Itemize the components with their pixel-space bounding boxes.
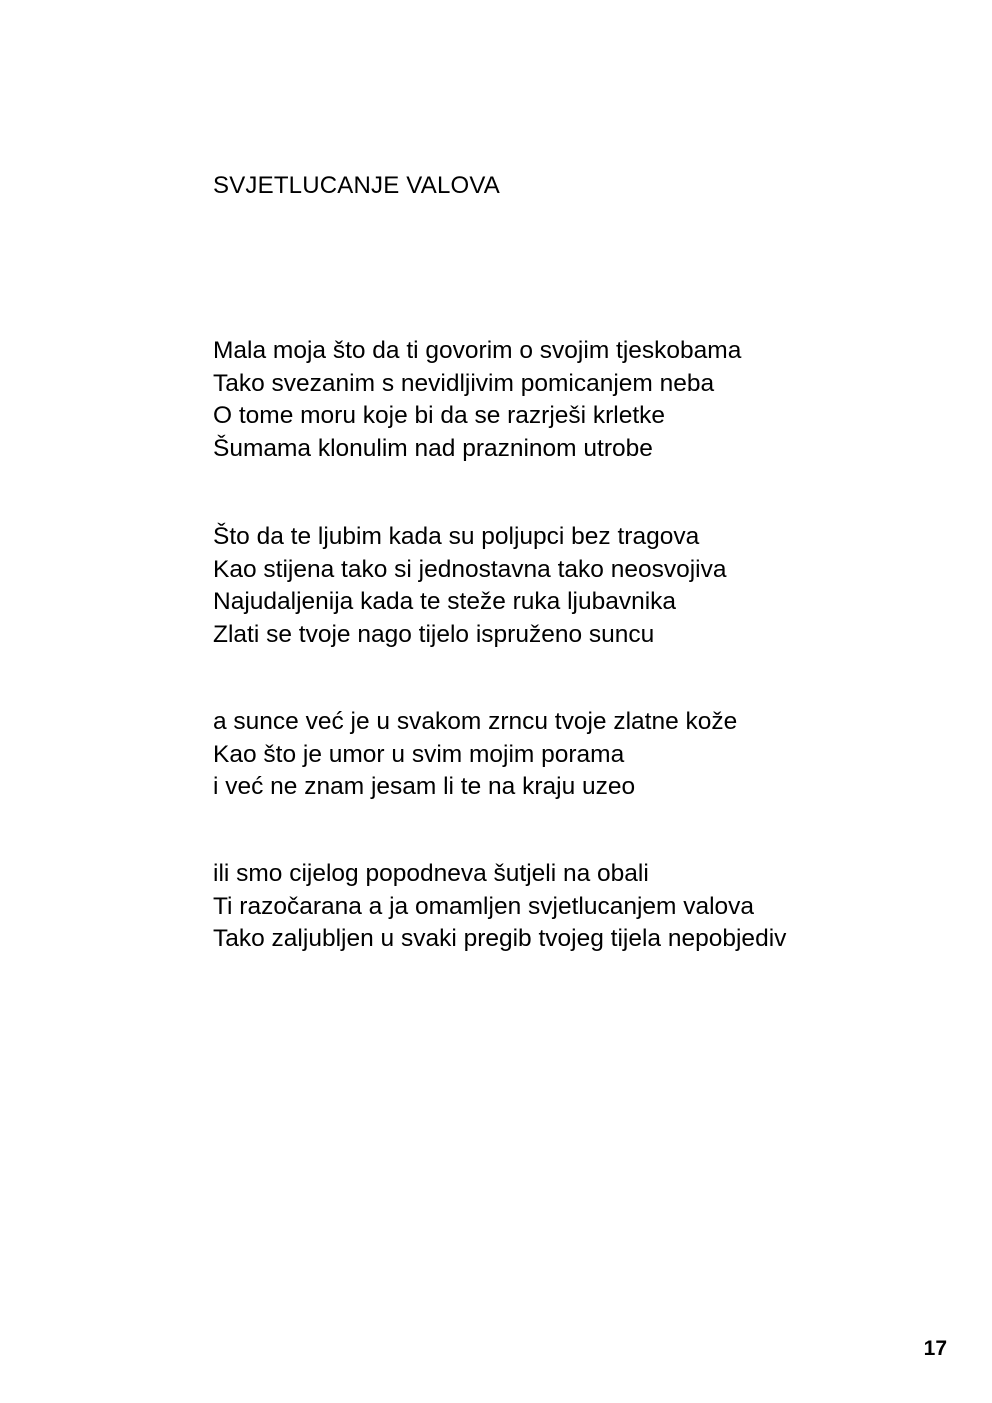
poem-line: Zlati se tvoje nago tijelo ispruženo suncu — [213, 620, 655, 648]
stanza-2 — [213, 521, 726, 651]
stanza-4 — [213, 858, 786, 956]
poem-line: Mala moja što da ti govorim o svojim tjeskobama — [213, 337, 742, 364]
poem-line: Kao što je umor u svim mojim porama — [213, 740, 625, 768]
poem-line: Tako zaljubljen u svaki pregib tvojeg tijela nepobjediv — [213, 925, 787, 952]
poem-line: Najudaljenija kada te steže ruka ljubavnika — [213, 588, 677, 615]
poem-line: Kao stijena tako si jednostavna tako neosvojiva — [213, 555, 727, 583]
poem-line: ili smo cijelog popodneva šutjeli na obali — [213, 860, 649, 887]
poem-title: SVJETLUCANJE VALOVA — [213, 172, 500, 199]
poem-line: i već ne znam jesam li te na kraju uzeo — [213, 773, 636, 800]
poem-line: Što da te ljubim kada su poljupci bez tragova — [213, 523, 700, 550]
poem-line: Tako svezanim s nevidljivim pomicanjem neba — [213, 369, 715, 397]
poem-line: O tome moru koje bi da se razrješi krletke — [213, 402, 666, 429]
stanza-3 — [213, 706, 737, 804]
poem-line: Ti razočarana a ja omamljen svjetlucanjem valova — [213, 892, 755, 920]
poem-line: a sunce već je u svakom zrncu tvoje zlatne kože — [213, 708, 738, 735]
stanza-1 — [213, 335, 741, 465]
page-number: 17 — [923, 1337, 947, 1360]
poem-line: Šumama klonulim nad prazninom utrobe — [213, 434, 653, 462]
